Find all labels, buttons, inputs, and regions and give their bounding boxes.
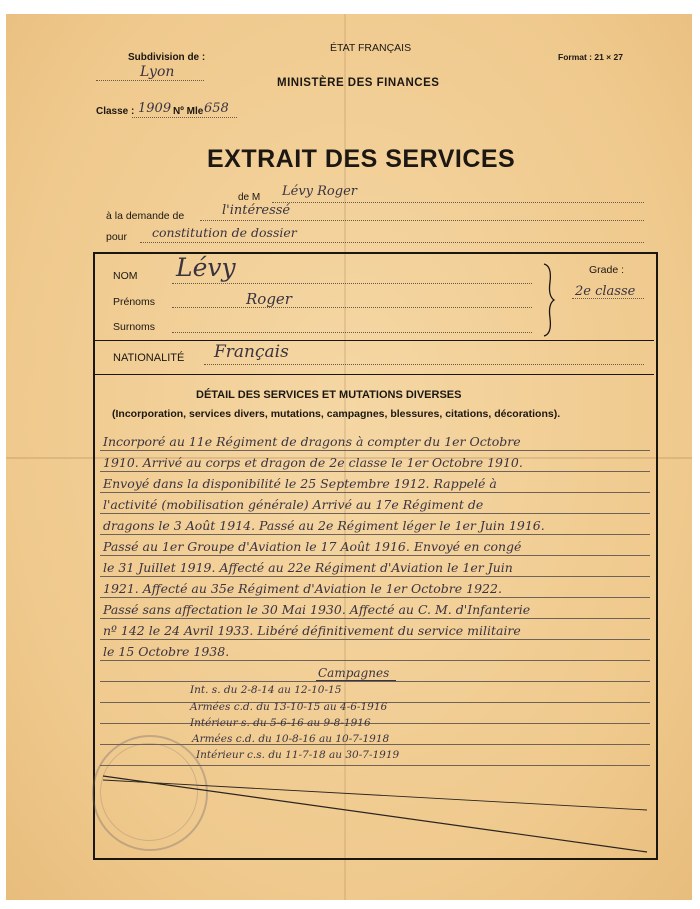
pour-value: constitution de dossier <box>152 225 297 240</box>
etat-francais: ÉTAT FRANÇAIS <box>330 42 412 54</box>
service-line: Envoyé dans la disponibilité le 25 Septembre 1912. Rappelé à <box>103 476 497 491</box>
prenoms-value: Roger <box>246 290 292 308</box>
nationalite-value: Français <box>214 342 289 362</box>
campagne-line: Armées c.d. du 13-10-15 au 4-6-1916 <box>190 701 388 713</box>
prenoms-label: Prénoms <box>113 296 156 308</box>
subdivision-label: Subdivision de : <box>128 52 206 63</box>
campagne-line: Armées c.d. du 10-8-16 au 10-7-1918 <box>192 733 390 745</box>
ministere: MINISTÈRE DES FINANCES <box>277 77 440 89</box>
campagne-line: Int. s. du 2-8-14 au 12-10-15 <box>190 684 342 696</box>
grade-label: Grade : <box>589 264 625 276</box>
nom-value: Lévy <box>176 253 236 282</box>
details-heading: DÉTAIL DES SERVICES ET MUTATIONS DIVERSES <box>196 389 462 401</box>
de-label: de M <box>238 192 261 203</box>
matricule-label: Nº Mle <box>173 106 204 117</box>
service-line: dragons le 3 Août 1914. Passé au 2e Régiment léger le 1er Juin 1916. <box>103 518 545 533</box>
service-line: 1921. Affecté au 35e Régiment d'Aviation le 1er Octobre 1922. <box>103 581 502 596</box>
page-title: EXTRAIT DES SERVICES <box>207 145 516 173</box>
surnoms-label: Surnoms <box>113 321 156 333</box>
service-line: Passé au 1er Groupe d'Aviation le 17 Août 1916. Envoyé en congé <box>103 539 522 554</box>
nationalite-label: NATIONALITÉ <box>113 352 185 364</box>
de-value: Lévy Roger <box>282 184 357 199</box>
campagnes-title: Campagnes <box>318 666 390 680</box>
service-line: nº 142 le 24 Avril 1933. Libéré définitivement du service militaire <box>103 623 521 638</box>
grade-brace <box>538 262 560 338</box>
service-line: l'activité (mobilisation générale) Arrivé au 17e Régiment de <box>103 497 484 512</box>
subdivision-value: Lyon <box>140 64 175 80</box>
grade-value: 2e classe <box>575 284 636 299</box>
service-line: le 15 Octobre 1938. <box>103 644 230 659</box>
service-line: Passé sans affectation le 30 Mai 1930. Affecté au C. M. d'Infanterie <box>103 602 531 617</box>
service-line: Incorporé au 11e Régiment de dragons à compter du 1er Octobre <box>103 434 521 449</box>
service-line: le 31 Juillet 1919. Affecté au 22e Régiment d'Aviation le 1er Juin <box>103 560 513 575</box>
closing-strike-lines <box>95 770 654 856</box>
format-label: Format : 21 × 27 <box>558 52 623 62</box>
classe-label: Classe : <box>96 106 135 117</box>
demande-value: l'intéressé <box>222 203 291 218</box>
campagne-line: Intérieur c.s. du 11-7-18 au 30-7-1919 <box>196 749 400 761</box>
details-subheading: (Incorporation, services divers, mutations, campagnes, blessures, citations, décorations). <box>112 408 561 420</box>
campagne-line: Intérieur s. du 5-6-16 au 9-8-1916 <box>190 717 371 729</box>
pour-label: pour <box>106 231 128 243</box>
matricule-value: 658 <box>204 101 229 116</box>
nom-label: NOM <box>113 270 138 282</box>
classe-value: 1909 <box>138 101 172 116</box>
service-line: 1910. Arrivé au corps et dragon de 2e classe le 1er Octobre 1910. <box>103 455 523 470</box>
demande-label: à la demande de <box>106 210 185 222</box>
